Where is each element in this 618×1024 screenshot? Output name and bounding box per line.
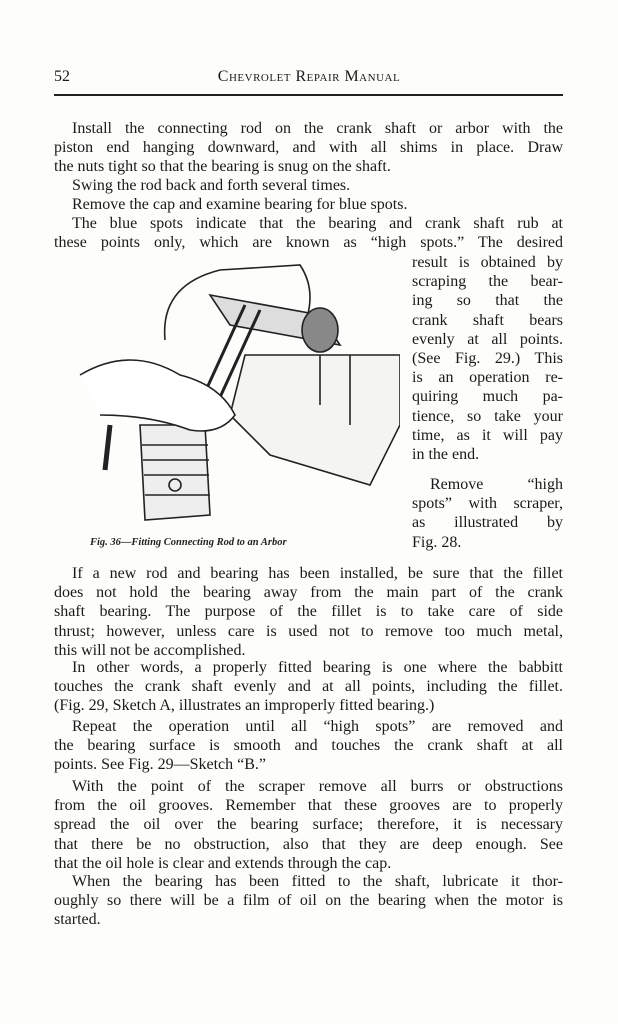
text-line: started. [54,911,101,929]
text-line: oughly so there will be a film of oil on the bearing when the motor is [54,892,563,910]
paragraph [54,195,563,214]
text-line: quiring much pa- [412,388,563,406]
text-line: points. See Fig. 29—Sketch “B.” [54,756,266,774]
text-line: touches the crank shaft evenly and at all points, including the fillet. [54,678,563,696]
text-line: spots” with scraper, [412,495,563,513]
connecting-rod-arbor-illustration [70,255,400,530]
text-line: crank shaft bears [412,311,563,329]
text-line: thrust; however, unless care is used not to remove too much metal, [54,622,563,640]
text-line: as illustrated by [412,514,563,532]
text-line: With the point of the scraper remove all burrs or obstructions [72,778,563,795]
paragraph [54,777,563,873]
text-line: that the oil hole is clear and extends through the cap. [54,854,392,872]
text-line: from the oil grooves. Remember that these grooves are to properly [54,797,563,815]
text-line: (See Fig. 29.) This [412,349,563,367]
paragraph [54,717,563,775]
paragraph [54,214,563,252]
text-line: spread the oil over the bearing surface; therefore, it is necessary [54,816,563,834]
text-line: Fig. 28. [412,533,462,551]
text-line: the nuts tight so that the bearing is snug on the shaft. [54,158,391,176]
page-number: 52 [54,68,70,85]
text-line: shaft bearing. The purpose of the fillet is to take care of side [54,603,563,621]
text-line: time, as it will pay [412,426,563,444]
text-line: scraping the bear- [412,273,563,291]
paragraph [54,658,563,716]
text-line: Remove the cap and examine bearing for blue spots. [72,196,408,213]
text-line: In other words, a properly fitted bearing is one where the babbitt [72,659,563,676]
text-line: this will not be accomplished. [54,641,246,659]
paragraph [54,872,563,930]
text-line: piston end hanging downward, and with all shims in place. Draw [54,139,563,157]
figure-caption: Fig. 36—Fitting Connecting Rod to an Arbor [90,537,287,548]
text-line: evenly at all points. [412,330,563,348]
text-line: result is obtained by [412,254,563,271]
paragraph [54,119,563,177]
text-line: the bearing surface is smooth and touches the crank shaft at all [54,737,563,755]
text-line: Install the connecting rod on the crank shaft or arbor with the [72,120,563,137]
paragraph [54,564,563,660]
text-line: that there be no obstruction, also that they are deep enough. See [54,835,563,853]
text-line: When the bearing has been fitted to the shaft, lubricate it thor- [72,873,563,890]
paragraph [54,176,563,195]
text-line: If a new rod and bearing has been installed, be sure that the fillet [72,565,563,582]
text-line: is an operation re- [412,369,563,387]
text-line: does not hold the bearing away from the main part of the crank [54,584,563,602]
paragraph [412,253,563,464]
text-line: in the end. [412,445,480,463]
text-line: these points only, which are known as “high spots.” The desired [54,234,563,252]
text-line: The blue spots indicate that the bearing and crank shaft rub at [72,215,563,232]
text-line: Swing the rod back and forth several times. [72,177,351,194]
paragraph [412,475,563,552]
running-header-title: Chevrolet Repair Manual [217,68,401,85]
text-line: Repeat the operation until all “high spots” are removed and [72,718,563,735]
text-line: Remove “high [430,476,563,493]
text-line: tience, so take your [412,407,563,425]
text-line: ing so that the [412,292,563,310]
header-rule [54,94,563,96]
text-line: (Fig. 29, Sketch A, illustrates an improperly fitted bearing.) [54,697,435,715]
